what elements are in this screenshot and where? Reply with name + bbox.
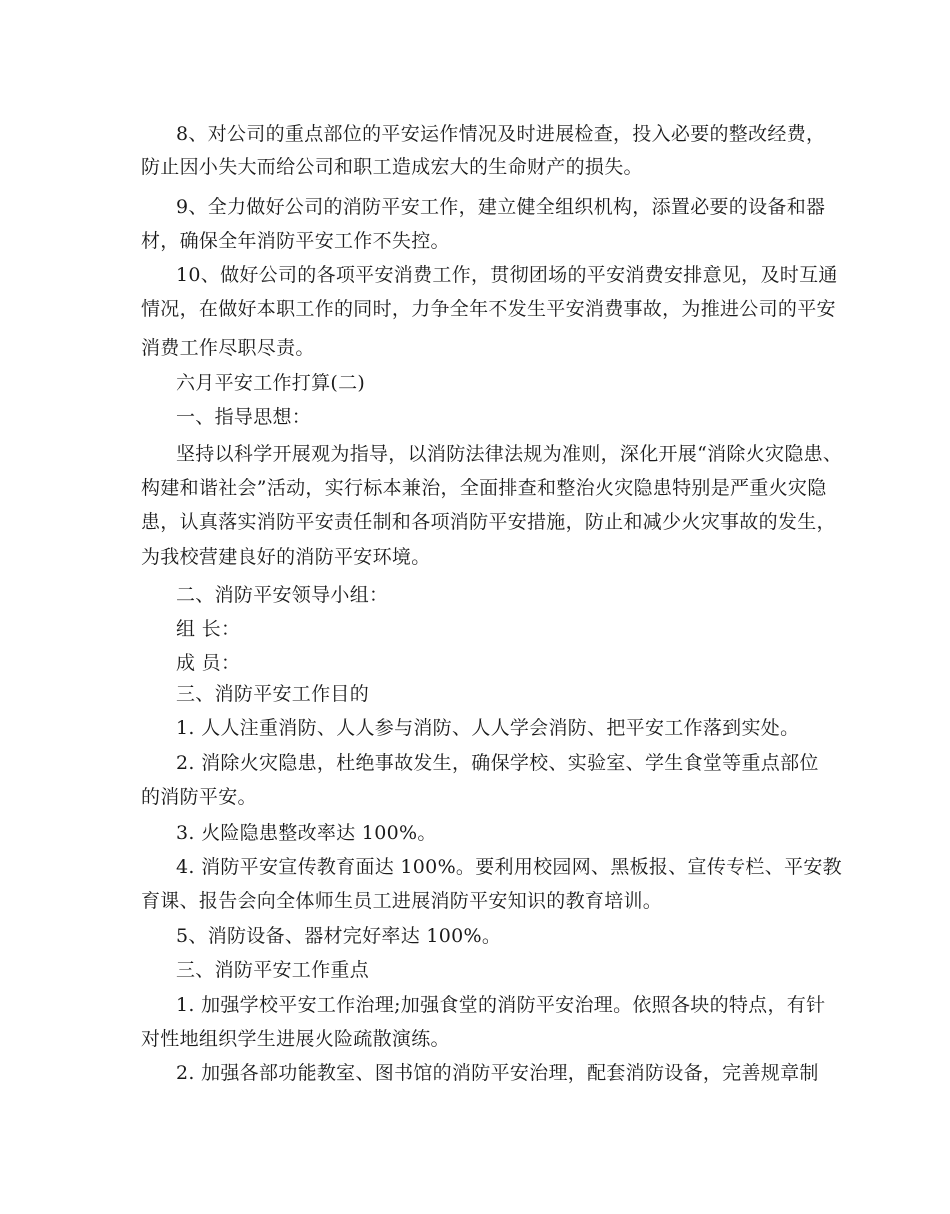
list-item: 1. 人人注重消防、人人参与消防、人人学会消防、把平安工作落到实处。 [176,717,800,739]
paragraph-line: 为我校营建良好的消防平安环境。 [141,546,431,568]
list-item: 4. 消防平安宣传教育面达 100%。要利用校园网、黑板报、宣传专栏、平安教 [176,856,842,878]
section-heading: 六月平安工作打算(二) [176,372,366,394]
list-item: 的消防平安。 [141,786,257,808]
paragraph-line: 9、全力做好公司的消防平安工作，建立健全组织机构，添置必要的设备和器 [176,196,826,218]
list-item: 2. 消除火灾隐患，杜绝事故发生，确保学校、实验室、学生食堂等重点部位 [176,752,819,774]
list-item: 3. 火险隐患整改率达 100%。 [176,822,437,844]
paragraph-line: 组 长： [176,618,241,640]
paragraph-line: 构建和谐社会”活动，实行标本兼治，全面排查和整治火灾隐患特别是严重火灾隐 [141,477,827,499]
paragraph-line: 成 员： [176,652,241,674]
list-item: 育课、报告会向全体师生员工进展消防平安知识的教育培训。 [141,890,663,912]
paragraph-line: 坚持以科学开展观为指导，以消防法律法规为准则，深化开展“消除火灾隐患、 [176,443,843,465]
paragraph-line: 防止因小失大而给公司和职工造成宏大的生命财产的损失。 [141,156,643,178]
paragraph-line: 患，认真落实消防平安责任制和各项消防平安措施，防止和减少火灾事故的发生， [141,511,836,533]
section-heading: 三、消防平安工作重点 [176,959,370,981]
list-item: 2. 加强各部功能教室、图书馆的消防平安治理，配套消防设备，完善规章制 [176,1062,819,1084]
paragraph-line: 情况，在做好本职工作的同时，力争全年不发生平安消费事故，为推进公司的平安 [141,298,836,320]
section-heading: 一、指导思想： [176,406,312,428]
list-item: 1. 加强学校平安工作治理;加强食堂的消防平安治理。依照各块的特点，有针 [176,994,826,1016]
list-item: 对性地组织学生进展火险疏散演练。 [141,1028,450,1050]
paragraph-line: 8、对公司的重点部位的平安运作情况及时进展检查，投入必要的整改经费， [176,123,826,145]
section-heading: 二、消防平安领导小组： [176,584,389,606]
paragraph-line: 材，确保全年消防平安工作不失控。 [141,230,450,252]
paragraph-line: 消费工作尽职尽责。 [141,337,315,359]
section-heading: 三、消防平安工作目的 [176,683,370,705]
list-item: 5、消防设备、器材完好率达 100%。 [176,925,502,947]
paragraph-line: 10、做好公司的各项平安消费工作，贯彻团场的平安消费安排意见，及时互通 [176,264,838,286]
